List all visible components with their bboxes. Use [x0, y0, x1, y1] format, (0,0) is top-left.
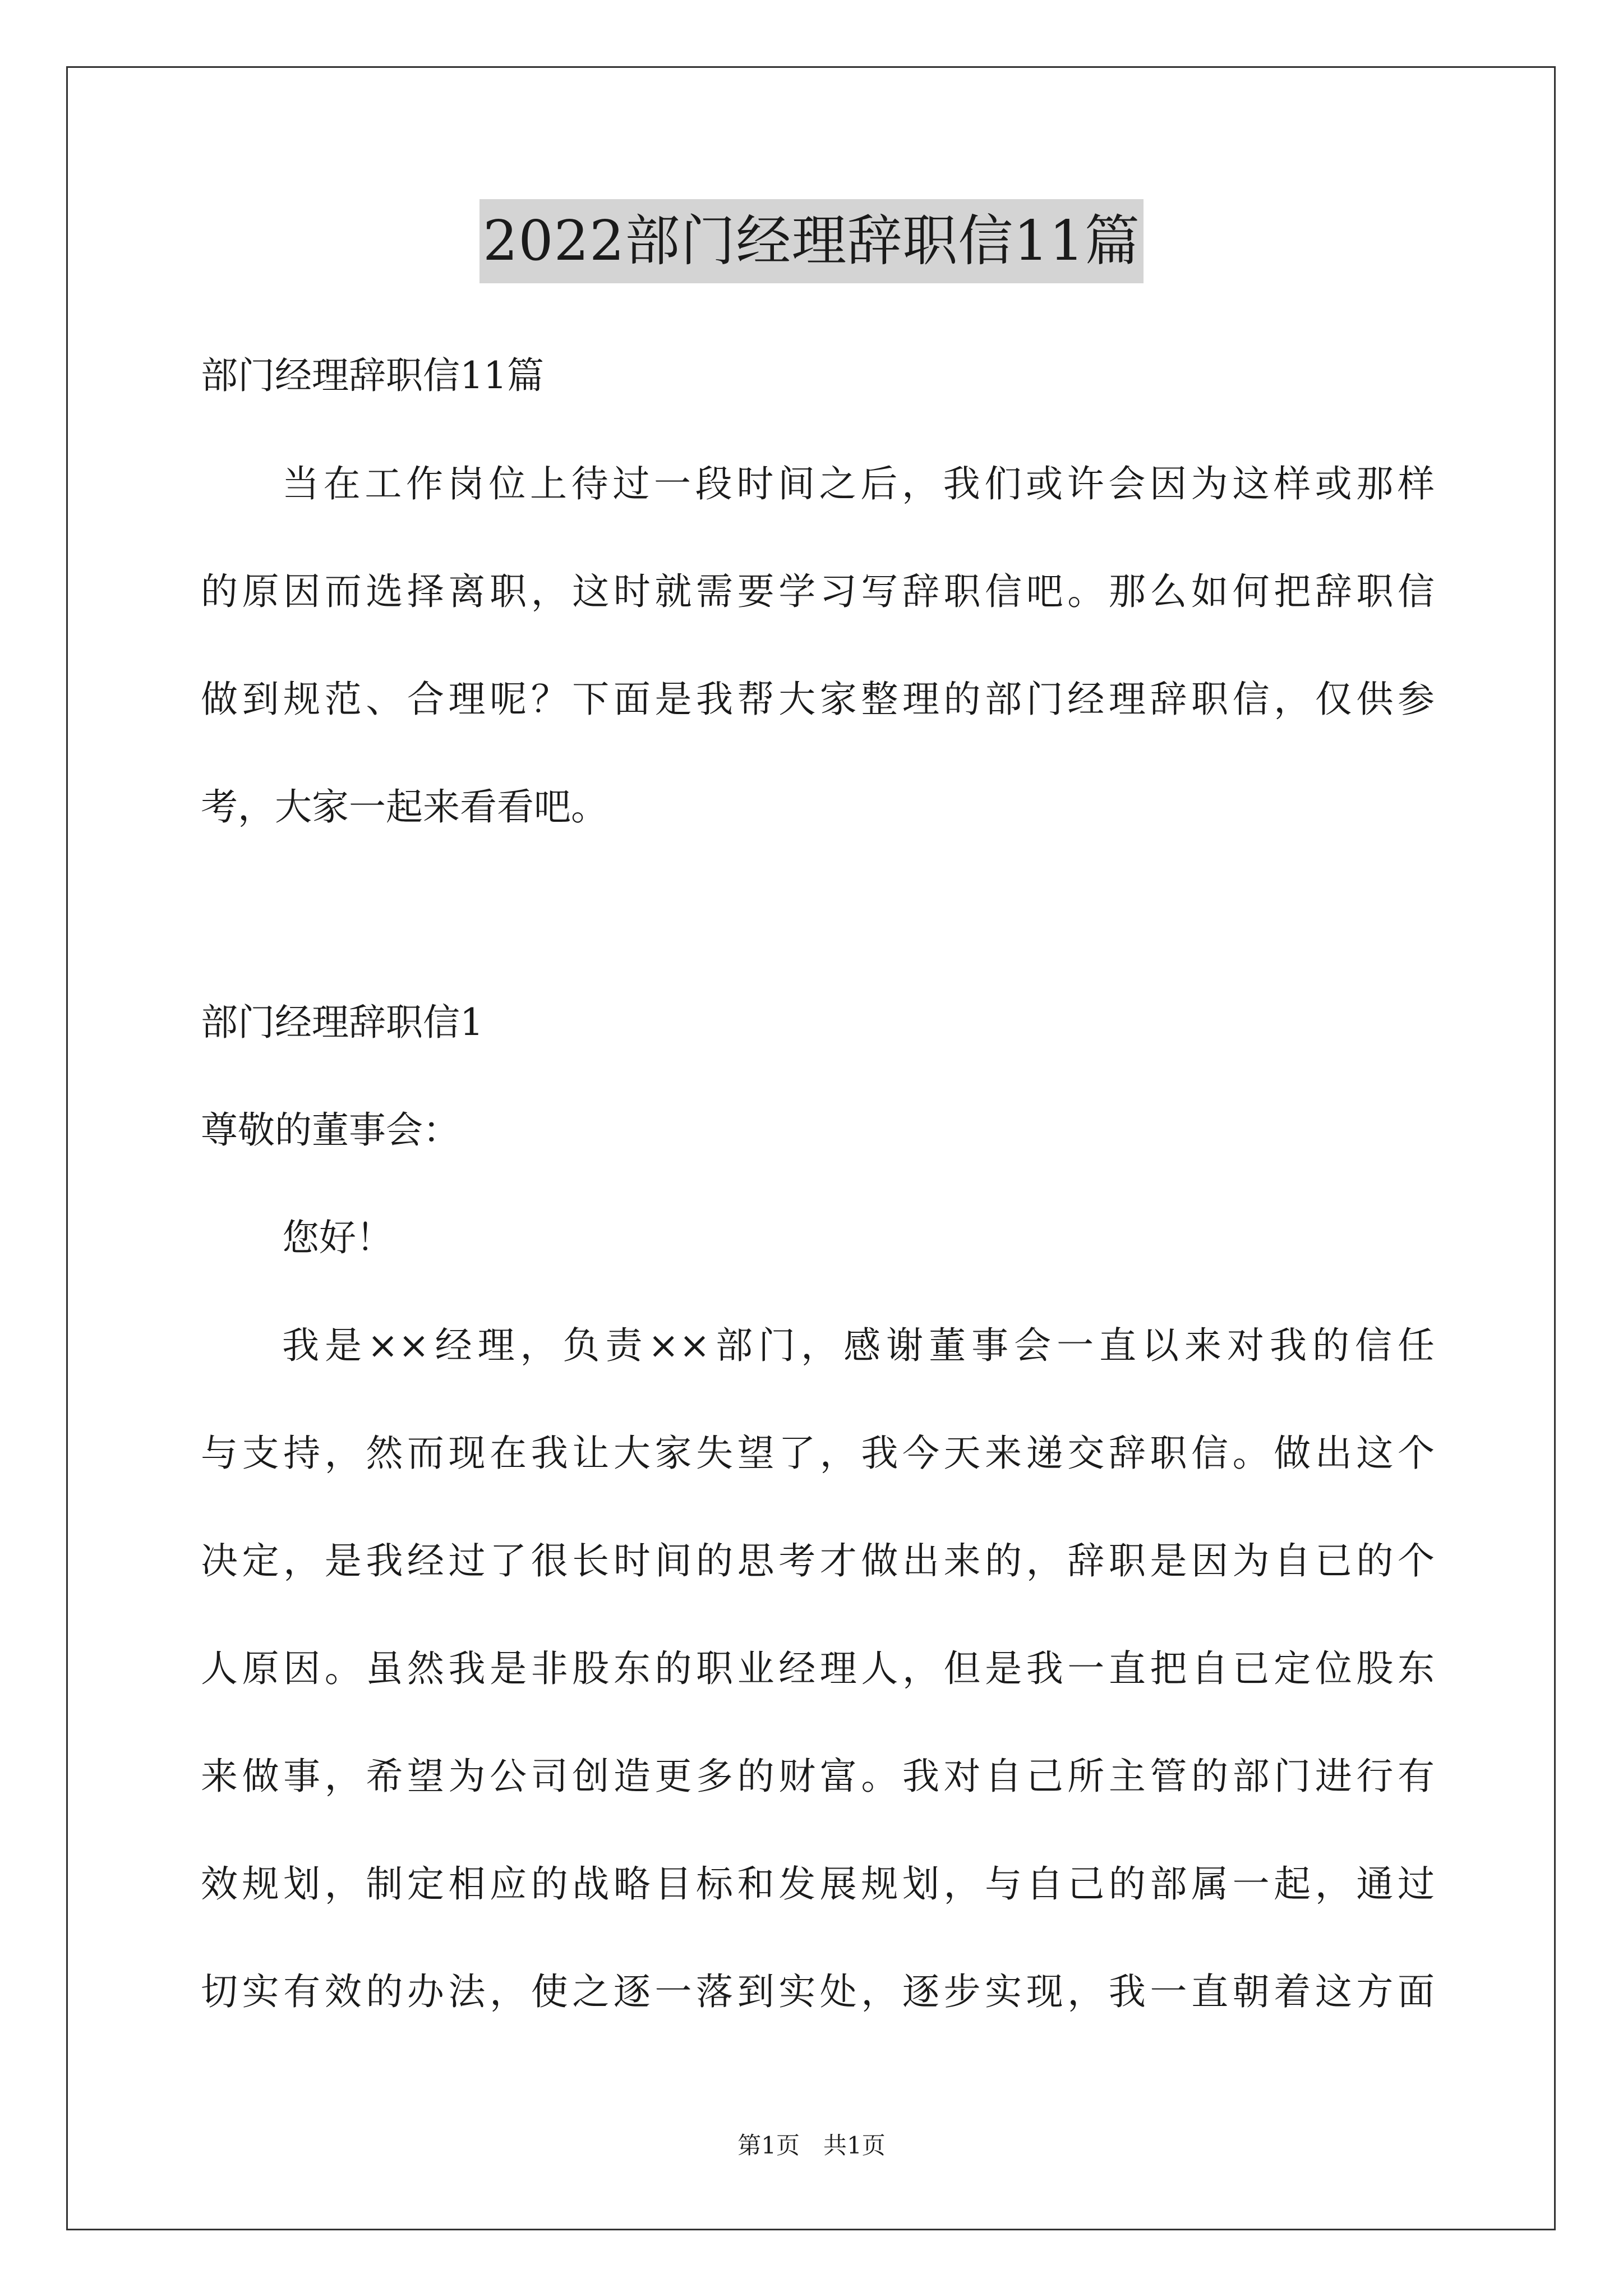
body-line-7: 切实有效的办法，使之逐一落到实处，逐步实现，我一直朝着这方面: [201, 1970, 1435, 2013]
body-line-1: 我是××经理，负责××部门，感谢董事会一直以来对我的信任: [282, 1324, 1435, 1367]
intro-line-1: 当在工作岗位上待过一段时间之后，我们或许会因为这样或那样: [282, 462, 1435, 505]
page-footer: 第1页 共1页: [737, 2132, 886, 2159]
body-line-4: 人原因。虽然我是非股东的职业经理人，但是我一直把自已定位股东: [201, 1647, 1435, 1690]
body-line-3: 决定，是我经过了很长时间的思考才做出来的，辞职是因为自已的个: [201, 1539, 1435, 1582]
document-subtitle: 部门经理辞职信11篇: [201, 354, 544, 397]
body-line-2: 与支持，然而现在我让大家失望了，我今天来递交辞职信。做出这个: [201, 1432, 1435, 1475]
intro-line-4: 考，大家一起来看看吧。: [201, 785, 608, 829]
title-wrapper: [0, 199, 1623, 283]
greeting: 您好！: [282, 1216, 393, 1259]
body-line-6: 效规划，制定相应的战略目标和发展规划，与自己的部属一起，通过: [201, 1862, 1435, 1906]
document-title: 2022部门经理辞职信11篇: [479, 199, 1144, 283]
salutation: 尊敬的董事会：: [201, 1108, 460, 1152]
intro-line-2: 的原因而选择离职，这时就需要学习写辞职信吧。那么如何把辞职信: [201, 570, 1435, 613]
section-heading: 部门经理辞职信1: [201, 1001, 483, 1044]
intro-line-3: 做到规范、合理呢？下面是我帮大家整理的部门经理辞职信，仅供参: [201, 678, 1435, 721]
body-line-5: 来做事，希望为公司创造更多的财富。我对自己所主管的部门进行有: [201, 1755, 1435, 1798]
